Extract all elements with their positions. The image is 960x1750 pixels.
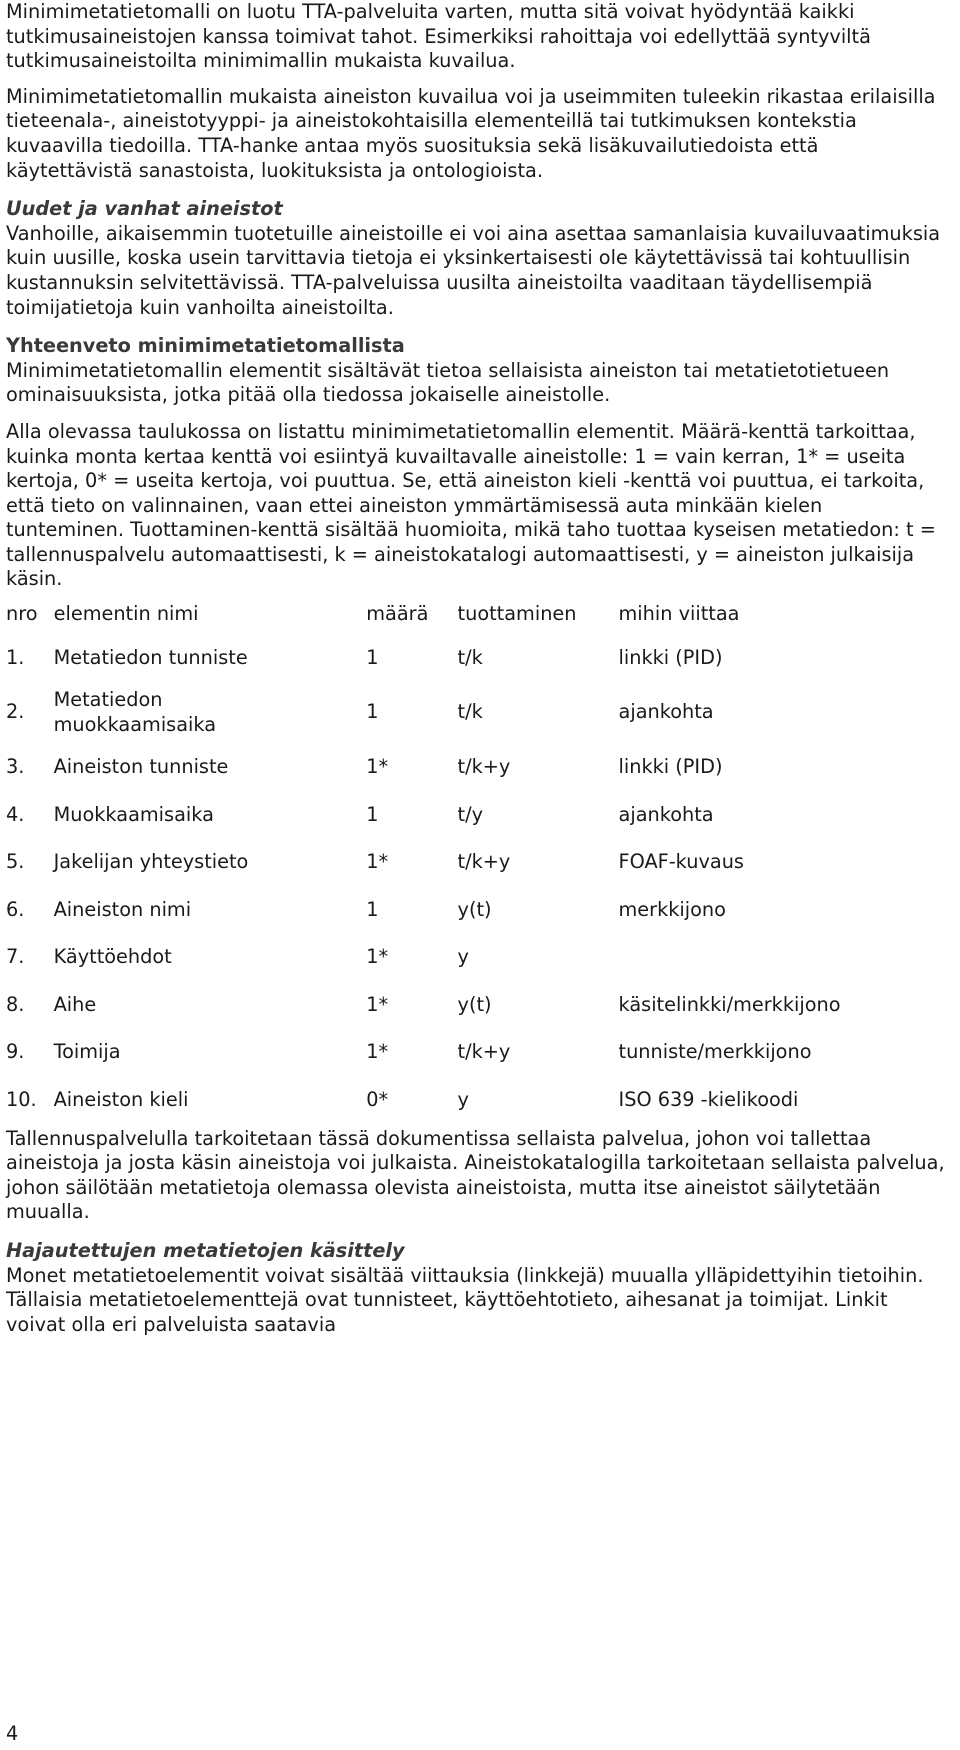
cell-reference: linkki (PID) — [618, 645, 723, 669]
cell-count: 1* — [366, 1040, 389, 1064]
header-producer: tuottaminen — [457, 601, 577, 625]
cell-element-name: Jakelijan yhteystieto — [53, 850, 249, 874]
cell-element-name: Aineiston tunniste — [53, 755, 229, 779]
page-number: 4 — [6, 1722, 19, 1745]
cell-nro: 10. — [6, 1087, 37, 1111]
section-distributed — [6, 1239, 946, 1337]
cell-element-name: Aineiston kieli — [53, 1087, 189, 1111]
table-row — [6, 744, 946, 792]
header-nro: nro — [6, 601, 38, 625]
table-header-row — [6, 594, 946, 634]
cell-reference: merkkijono — [618, 897, 726, 921]
cell-element-name: Aihe — [53, 992, 97, 1016]
table-row — [6, 634, 946, 682]
cell-producer: t/k+y — [457, 1040, 511, 1064]
table-row — [6, 682, 946, 744]
cell-count: 1 — [366, 645, 379, 669]
cell-nro: 4. — [6, 802, 25, 826]
section-summary — [6, 334, 946, 592]
cell-reference: ISO 639 -kielikoodi — [618, 1087, 799, 1111]
cell-nro: 2. — [6, 700, 25, 724]
table-row — [6, 1076, 946, 1124]
cell-nro: 6. — [6, 897, 25, 921]
cell-reference: ajankohta — [618, 700, 714, 724]
cell-nro: 9. — [6, 1040, 25, 1064]
cell-element-name: Käyttöehdot — [53, 945, 172, 969]
cell-element-name — [54, 682, 367, 744]
table-intro-paragraph: Alla olevassa taulukossa on listattu minimimetatietomallin elementit. Määrä-kenttä tarkoittaa, kuinka monta kertaa kenttä voi esiintyä kuvailtavalle aineistolle: 1 = vain kerran, 1* = useita kertoja, 0* = useita kertoja, voi puuttua. Se, että aineiston kieli -kenttä voi puuttua, ei tarkoita, että tieto on valinnainen, vaan ettei aineiston ymmärtämisessä auta minkään kielen tunteminen. Tuottaminen-kenttä sisältää huomioita, mikä taho tuottaa kyseisen metatiedon: t = tallennuspalvelu automaattisesti, k = aineistokatalogi automaattisesti, y = aineiston julkaisija käsin. — [6, 419, 936, 591]
cell-producer: y — [457, 1087, 469, 1111]
cell-nro: 7. — [6, 945, 25, 969]
cell-reference: ajankohta — [618, 802, 714, 826]
section-heading: Uudet ja vanhat aineistot — [6, 197, 283, 221]
cell-count: 1* — [366, 945, 389, 969]
header-element-name: elementin nimi — [53, 601, 199, 625]
cell-reference: FOAF-kuvaus — [618, 850, 744, 874]
cell-count: 1 — [366, 802, 379, 826]
cell-element-name: Metatiedon tunniste — [53, 645, 248, 669]
table-row — [6, 1029, 946, 1077]
section-heading: Yhteenveto minimimetatietomallista — [6, 334, 405, 358]
cell-producer: y(t) — [457, 992, 492, 1016]
cell-nro: 3. — [6, 755, 25, 779]
document-page — [6, 0, 946, 1337]
cell-reference: tunniste/merkkijono — [618, 1040, 812, 1064]
cell-count: 1* — [366, 850, 389, 874]
element-table — [6, 594, 946, 1124]
cell-count: 1 — [366, 700, 379, 724]
section-body: Monet metatietoelementit voivat sisältää viittauksia (linkkejä) muualla ylläpidettyihin tietoihin. Tällaisia metatietoelementtejä ovat tunnisteet, käyttöehtotieto, aihesanat ja toimijat. Linkit voivat olla eri palveluista saatavia — [6, 1263, 924, 1336]
section-body: Vanhoille, aikaisemmin tuotetuille aineistoille ei voi aina asettaa samanlaisia kuvailuvaatimuksia kuin uusille, koska usein tarvittavia tietoja ei yksinkertaisesti ole käytettävissä tai kohtuullisin kustannuksin selvitettävissä. TTA-palveluissa uusilta aineistoilta vaaditaan täydellisempiä toimijatietoja kuin vanhoilta aineistoilta. — [6, 221, 941, 319]
cell-producer: t/k — [457, 700, 483, 724]
cell-element-name: Muokkaamisaika — [53, 802, 214, 826]
cell-count: 0* — [366, 1087, 389, 1111]
cell-producer: t/k+y — [457, 755, 511, 779]
cell-element-name: Aineiston nimi — [53, 897, 192, 921]
table-row — [6, 934, 946, 982]
cell-producer: t/k+y — [457, 850, 511, 874]
intro-paragraph: Minimimetatietomalli on luotu TTA-palveluita varten, mutta sitä voivat hyödyntää kaikki tutkimusaineistojen kanssa toimivat tahot. Esimerkiksi rahoittaja voi edellyttää syntyviltä tutkimusaineistoilta minimimallin mukaista kuvailua. — [6, 0, 871, 73]
header-reference: mihin viittaa — [618, 601, 740, 625]
cell-reference: linkki (PID) — [618, 755, 723, 779]
cell-element-name: Toimija — [53, 1040, 121, 1064]
cell-count: 1* — [366, 992, 389, 1016]
cell-producer: t/k — [457, 645, 483, 669]
cell-producer: y(t) — [457, 897, 492, 921]
table-row — [6, 981, 946, 1029]
cell-producer: y — [457, 945, 469, 969]
cell-nro: 1. — [6, 645, 25, 669]
table-row — [6, 886, 946, 934]
cell-nro: 8. — [6, 992, 25, 1016]
cell-reference — [619, 934, 946, 982]
section-old-new — [6, 197, 946, 320]
cell-nro: 5. — [6, 850, 25, 874]
table-row — [6, 839, 946, 887]
cell-producer: t/y — [457, 802, 484, 826]
section-heading: Hajautettujen metatietojen käsittely — [6, 1238, 405, 1262]
after-table-paragraph: Tallennuspalvelulla tarkoitetaan tässä dokumentissa sellaista palvelua, johon voi tallettaa aineistoja ja josta käsin aineistoja voi julkaista. Aineistokatalogilla tarkoitetaan sellaista palvelua, johon säilötään metatietoja olemassa olevista aineistoista, mutta itse aineistot säilytetään muualla. — [6, 1126, 945, 1224]
intro-paragraph-enrichment: Minimimetatietomallin mukaista aineiston kuvailua voi ja useimmiten tuleekin rikastaa erilaisilla tieteenala-, aineistotyyppi- ja aineistokohtaisilla elementeillä tai tutkimuksen kontekstia kuvaavilla tiedoilla. TTA-hanke antaa myös suosituksia sekä lisäkuvailutiedoista että käytettävistä sanastoista, luokituksista ja ontologioista. — [6, 84, 936, 182]
cell-count: 1 — [366, 897, 379, 921]
section-body: Minimimetatietomallin elementit sisältävät tietoa sellaisista aineiston tai metatietotietueen ominaisuuksista, jotka pitää olla tiedossa jokaiselle aineistolle. — [6, 358, 890, 407]
cell-reference: käsitelinkki/merkkijono — [618, 992, 841, 1016]
wrapped-element-name: Metatiedon muokkaamisaika — [53, 687, 217, 736]
table-row — [6, 791, 946, 839]
cell-count: 1* — [366, 755, 389, 779]
header-count: määrä — [366, 601, 429, 625]
